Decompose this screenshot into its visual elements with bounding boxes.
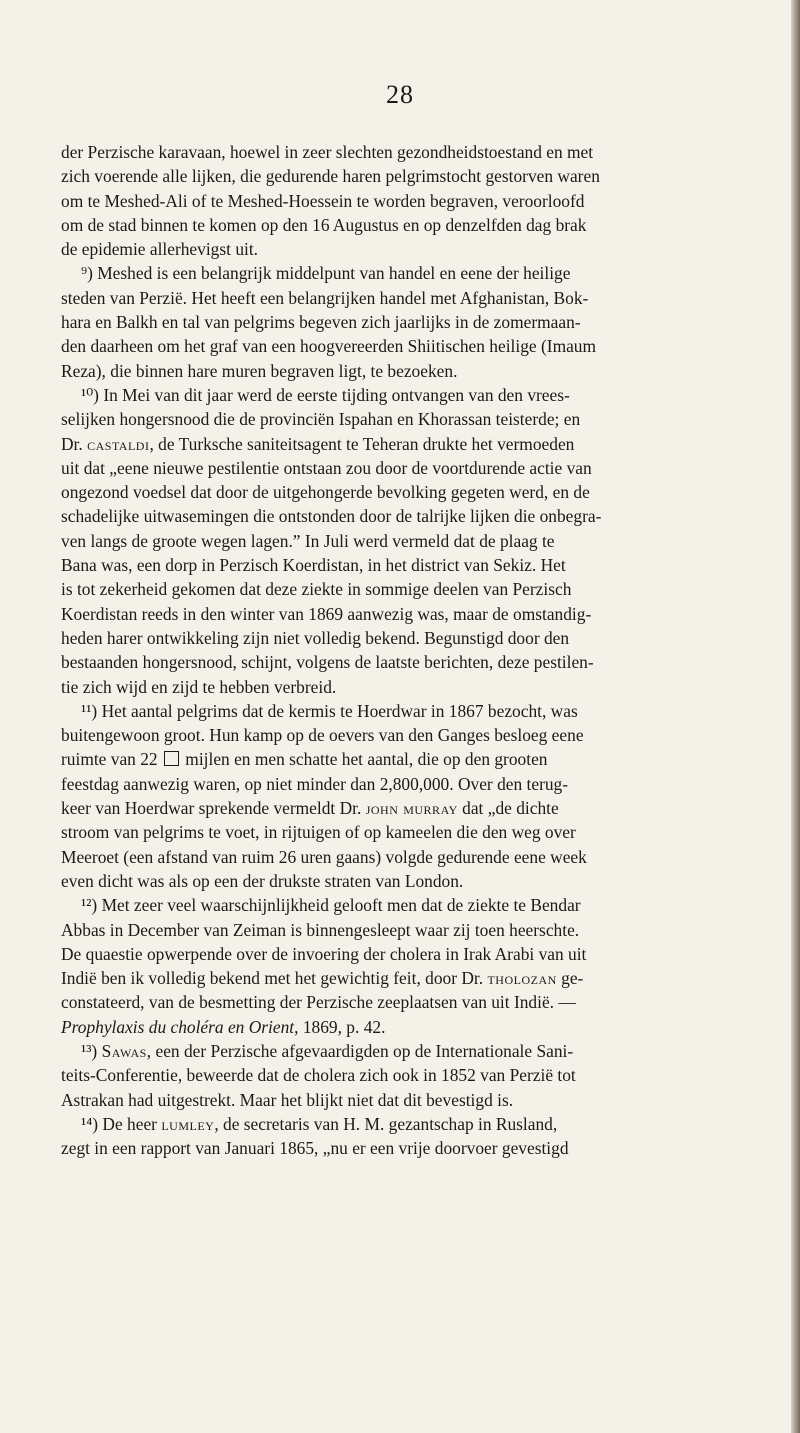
page-edge xyxy=(791,0,800,1433)
text-segment: keer van Hoerdwar sprekende vermeldt Dr. xyxy=(61,798,366,819)
text-line: is tot zekerheid gekomen dat deze ziekte in sommige deelen van Perzisch xyxy=(61,579,572,600)
text-line: zegt in een rapport van Januari 1865, „nu er een vrije doorvoer gevestigd xyxy=(61,1138,569,1159)
text-line: ongezond voedsel dat door de uitgehongerde bevolking gegeten werd, en de xyxy=(61,482,590,503)
text-line xyxy=(61,966,791,990)
text-line: ven langs de groote wegen lagen.” In Juli werd vermeld dat de plaag te xyxy=(61,530,555,551)
text-line: feestdag aanwezig waren, op niet minder dan 2,800,000. Over den terug- xyxy=(61,773,569,794)
text-line: heden harer ontwikkeling zijn niet volledig bekend. Begunstigd door den xyxy=(61,627,570,648)
text-line: De quaestie opwerpende over de invoering der cholera in Irak Arabi van uit xyxy=(61,943,587,964)
text-segment: dat „de dichte xyxy=(457,798,559,819)
text-segment: , de Turksche saniteitsagent te Teheran drukte het vermoeden xyxy=(149,433,575,454)
text-segment: mijlen en men schatte het aantal, die op den grooten xyxy=(180,749,548,770)
text-line: selijken hongersnood die de provinciën Ispahan en Khorassan teisterde; en xyxy=(61,409,581,430)
text-line: uit dat „eene nieuwe pestilentie ontstaan zou door de voortdurende actie van xyxy=(61,457,592,478)
text-segment: Indië ben ik volledig bekend met het gewichtig feit, door Dr. xyxy=(61,968,488,989)
text-line: ¹²) Met zeer veel waarschijnlijkheid gelooft men dat de ziekte te Bendar xyxy=(81,895,581,916)
text-line: de epidemie allerhevigst uit. xyxy=(61,239,259,260)
text-line xyxy=(61,1112,791,1136)
text-segment: , 1869, p. 42. xyxy=(294,1016,386,1037)
text-line: constateerd, van de besmetting der Perzische zeeplaatsen van uit Indië. — xyxy=(61,992,576,1013)
text-line: bestaanden hongersnood, schijnt, volgens de laatste berichten, deze pestilen- xyxy=(61,652,594,673)
small-caps-name: Sawas xyxy=(101,1040,147,1061)
small-caps-name: lumley xyxy=(161,1113,215,1134)
text-segment: ¹³) xyxy=(81,1040,102,1061)
text-line: Abbas in December van Zeiman is binnengesleept waar zij toen heerschte. xyxy=(61,919,580,940)
text-line xyxy=(61,1015,791,1039)
text-segment: ge- xyxy=(556,968,584,989)
text-segment: , de secretaris van H. M. gezantschap in Rusland, xyxy=(214,1113,558,1134)
text-line: om te Meshed-Ali of te Meshed-Hoessein te worden begraven, veroorloofd xyxy=(61,190,585,211)
text-line: zich voerende alle lijken, die gedurende haren pelgrimstocht gestorven waren xyxy=(61,166,600,187)
square-symbol-icon xyxy=(164,751,179,766)
text-segment: ¹⁴) De heer xyxy=(81,1113,162,1134)
text-line: buitengewoon groot. Hun kamp op de oevers van den Ganges besloeg eene xyxy=(61,725,584,746)
text-line: ¹¹) Het aantal pelgrims dat de kermis te Hoerdwar in 1867 bezocht, was xyxy=(81,700,578,721)
text-line: ⁹) Meshed is een belangrijk middelpunt van handel en eene der heilige xyxy=(81,263,571,284)
text-line xyxy=(61,432,791,456)
text-line xyxy=(61,1039,791,1063)
text-line: ¹⁰) In Mei van dit jaar werd de eerste tijding ontvangen van den vrees- xyxy=(81,384,570,405)
italic-citation: Prophylaxis du choléra en Orient xyxy=(61,1016,295,1037)
text-line: stroom van pelgrims te voet, in rijtuigen of op kameelen die den weg over xyxy=(61,822,576,843)
text-line: den daarheen om het graf van een hoogvereerden Shiitischen heilige (Imaum xyxy=(61,336,597,357)
small-caps-name: tholozan xyxy=(487,968,557,989)
text-segment: Dr. xyxy=(61,433,88,454)
page-number: 28 xyxy=(386,80,414,109)
text-line: tie zich wijd en zijd te hebben verbreid. xyxy=(61,676,337,697)
text-line: steden van Perzië. Het heeft een belangrijken handel met Afghanistan, Bok- xyxy=(61,287,589,308)
text-line xyxy=(61,747,791,771)
text-line: Meeroet (een afstand van ruim 26 uren gaans) volgde gedurende eene week xyxy=(61,846,587,867)
footnote-text-block xyxy=(61,140,791,1160)
text-line: Astrakan had uitgestrekt. Maar het blijkt niet dat dit bevestigd is. xyxy=(61,1089,514,1110)
small-caps-name: john murray xyxy=(365,798,458,819)
text-line xyxy=(61,796,791,820)
text-segment: ruimte van 22 xyxy=(61,749,162,770)
small-caps-name: castaldi xyxy=(87,433,150,454)
text-line: teits-Conferentie, beweerde dat de cholera zich ook in 1852 van Perzië tot xyxy=(61,1065,576,1086)
text-line: hara en Balkh en tal van pelgrims begeven zich jaarlijks in de zomermaan- xyxy=(61,312,581,333)
text-line: Bana was, een dorp in Perzisch Koerdistan, in het district van Sekiz. Het xyxy=(61,555,566,576)
text-segment: , een der Perzische afgevaardigden op de Internationale Sani- xyxy=(146,1040,574,1061)
text-line: der Perzische karavaan, hoewel in zeer slechten gezondheidstoestand en met xyxy=(61,142,594,162)
text-line: even dicht was als op een der drukste straten van London. xyxy=(61,870,464,891)
text-line: om de stad binnen te komen op den 16 Augustus en op denzelfden dag brak xyxy=(61,214,587,235)
text-line: schadelijke uitwasemingen die ontstonden door de talrijke lijken die onbegra- xyxy=(61,506,602,527)
text-line: Reza), die binnen hare muren begraven ligt, te bezoeken. xyxy=(61,360,458,381)
text-line: Koerdistan reeds in den winter van 1869 aanwezig was, maar de omstandig- xyxy=(61,603,592,624)
